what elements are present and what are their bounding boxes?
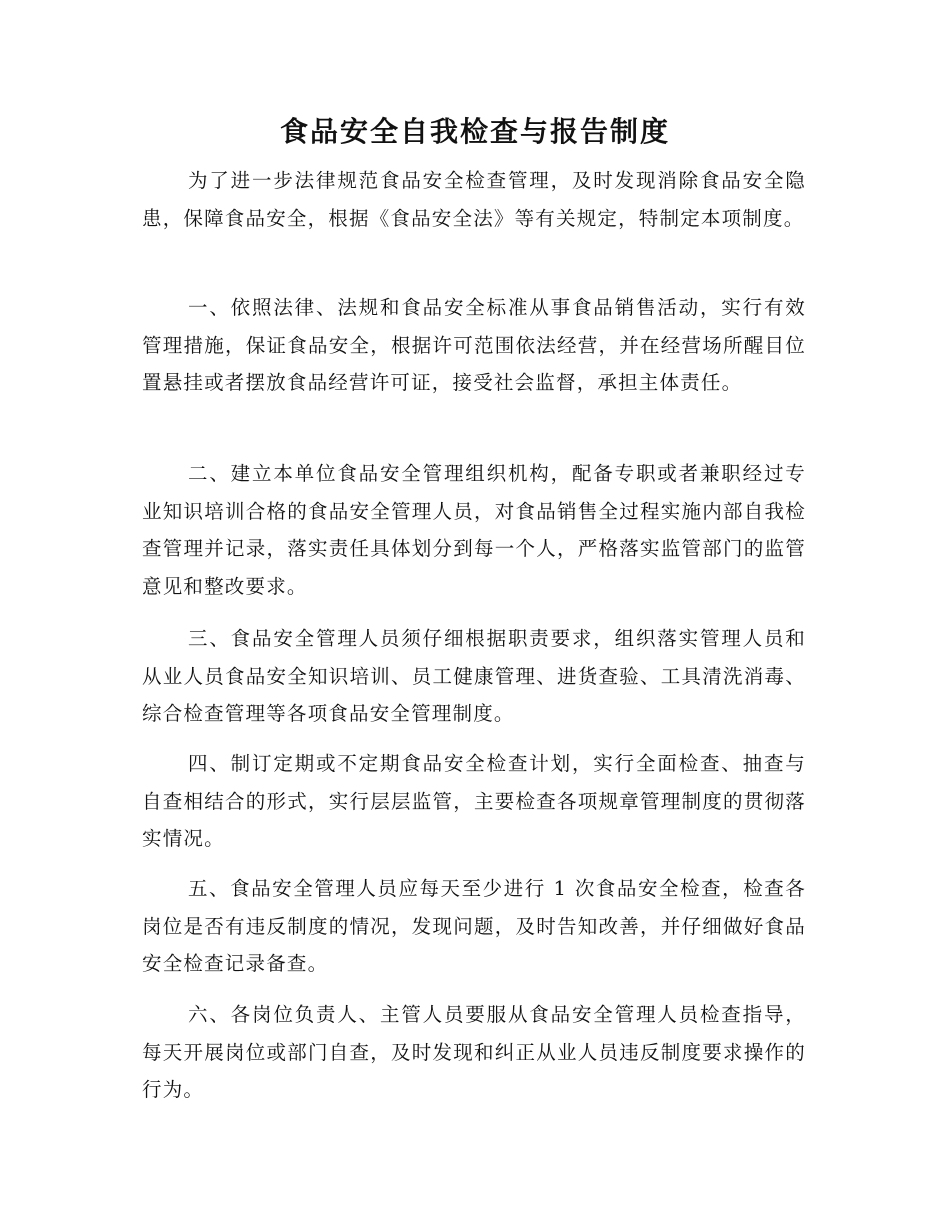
intro-paragraph: 为了进一步法律规范食品安全检查管理，及时发现消除食品安全隐患，保障食品安全，根据《食品安全法》等有关规定，特制定本项制度。 — [142, 169, 806, 230]
clause-paragraph-5: 五、食品安全管理人员应每天至少进行 1 次食品安全检查，检查各岗位是否有违反制度的情况，发现问题，及时告知改善，并仔细做好食品安全检查记录备查。 — [142, 877, 806, 975]
clause-paragraph-3: 三、食品安全管理人员须仔细根据职责要求，组织落实管理人员和从业人员食品安全知识培训、员工健康管理、进货查验、工具清洗消毒、综合检查管理等各项食品安全管理制度。 — [142, 627, 806, 725]
clause-paragraph-4: 四、制订定期或不定期食品安全检查计划，实行全面检查、抽查与自查相结合的形式，实行层层监管，主要检查各项规章管理制度的贯彻落实情况。 — [142, 752, 806, 850]
clause-paragraph-6: 六、各岗位负责人、主管人员要服从食品安全管理人员检查指导，每天开展岗位或部门自查，及时发现和纠正从业人员违反制度要求操作的行为。 — [142, 1003, 806, 1101]
document-title: 食品安全自我检查与报告制度 — [279, 115, 670, 148]
clause-paragraph-1: 一、依照法律、法规和食品安全标准从事食品销售活动，实行有效管理措施，保证食品安全，根据许可范围依法经营，并在经营场所醒目位置悬挂或者摆放食品经营许可证，接受社会监督，承担主体责任。 — [142, 296, 806, 394]
clause-paragraph-2: 二、建立本单位食品安全管理组织机构，配备专职或者兼职经过专业知识培训合格的食品安全管理人员，对食品销售全过程实施内部自我检查管理并记录，落实责任具体划分到每一个人，严格落实监管部门的监管意见和整改要求。 — [142, 462, 806, 598]
